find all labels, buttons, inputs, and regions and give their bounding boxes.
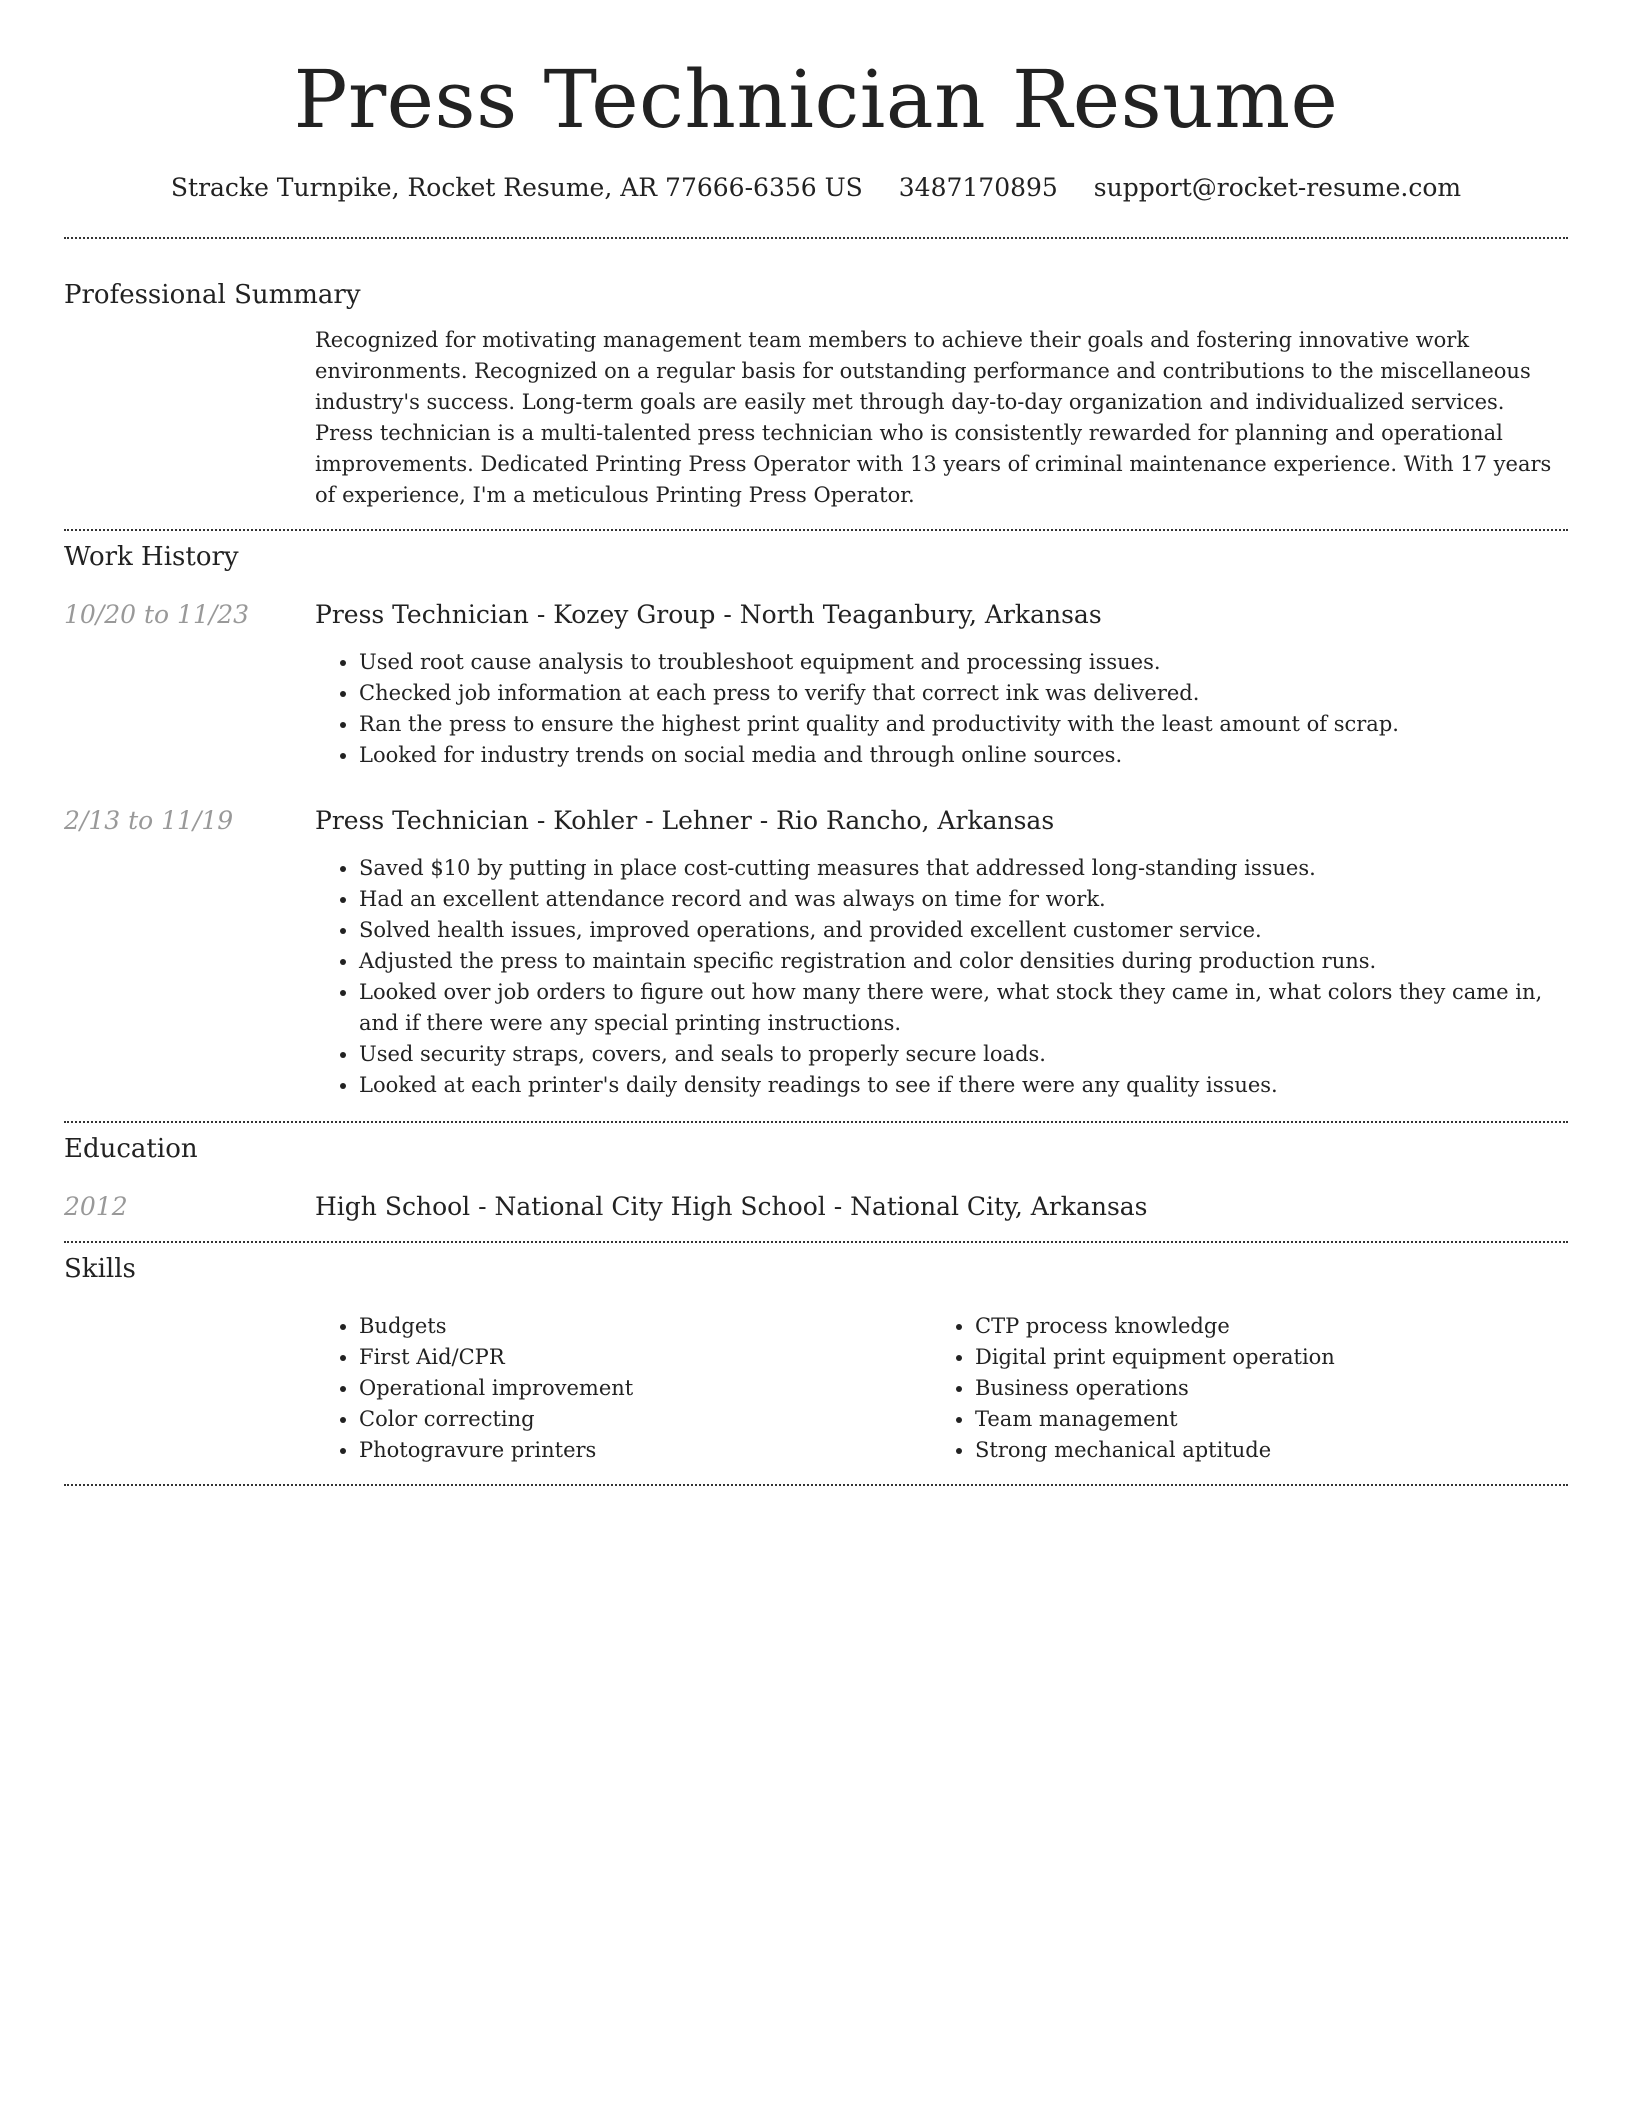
list-item: • Solved health issues, improved operations, and provided excellent customer service.	[359, 915, 1568, 946]
job-bullets	[315, 647, 1568, 771]
resume-header	[64, 0, 1568, 206]
job-bullets	[315, 853, 1568, 1101]
list-item: • Had an excellent attendance record and was always on time for work.	[359, 884, 1568, 915]
skill-item: • First Aid/CPR	[359, 1342, 931, 1373]
list-item: • Used root cause analysis to troubleshoot equipment and processing issues.	[359, 647, 1568, 678]
list-item: • Looked at each printer's daily density readings to see if there were any quality issues.	[359, 1070, 1568, 1101]
summary-text: Recognized for motivating management team members to achieve their goals and fostering innovative work environments. Recognized on a regular basis for outstanding performance and contributions to the miscellaneous industry's success. Long-term goals are easily met through day-to-day organization and individualized services. Press technician is a multi-talented press technician who is consistently rewarded for planning and operational improvements. Dedicated Printing Press Operator with 13 years of criminal maintenance experience. With 17 years of experience, I'm a meticulous Printing Press Operator.	[315, 328, 1552, 507]
education-entry	[64, 1191, 1568, 1223]
divider	[64, 1241, 1568, 1243]
resume-page	[64, 0, 1568, 1486]
list-item: • Used security straps, covers, and seals to properly secure loads.	[359, 1039, 1568, 1070]
job-dates: 2/13 to 11/19	[64, 806, 234, 835]
list-item: • Checked job information at each press to verify that correct ink was delivered.	[359, 678, 1568, 709]
work-history-section	[64, 541, 1568, 1101]
skill-item: • Digital print equipment operation	[975, 1342, 1547, 1373]
contact-phone: 3487170895	[898, 173, 1058, 202]
skills-list-left	[315, 1311, 931, 1466]
skill-item: • Team management	[975, 1404, 1547, 1435]
contact-email: support@rocket-resume.com	[1093, 173, 1462, 202]
education-section	[64, 1133, 1568, 1223]
list-item: • Saved $10 by putting in place cost-cutting measures that addressed long-standing issues.	[359, 853, 1568, 884]
work-history-heading: Work History	[64, 542, 239, 572]
skill-item: • Operational improvement	[359, 1373, 931, 1404]
skill-item: • Strong mechanical aptitude	[975, 1435, 1547, 1466]
skills-heading: Skills	[64, 1254, 136, 1284]
divider	[64, 529, 1568, 531]
skills-list-right	[931, 1311, 1547, 1466]
skill-item: • CTP process knowledge	[975, 1311, 1547, 1342]
divider	[64, 237, 1568, 239]
list-item: • Looked for industry trends on social media and through online sources.	[359, 740, 1568, 771]
page-title: Press Technician Resume	[293, 53, 1339, 146]
job-entry	[64, 805, 1568, 1101]
list-item: • Adjusted the press to maintain specific registration and color densities during production runs.	[359, 946, 1568, 977]
summary-section	[64, 279, 1568, 511]
contact-line	[64, 170, 1568, 206]
contact-address: Stracke Turnpike, Rocket Resume, AR 77666-6356 US	[170, 173, 863, 202]
job-dates: 10/20 to 11/23	[64, 600, 250, 629]
education-heading: Education	[64, 1134, 198, 1164]
education-title: High School - National City High School - National City, Arkansas	[315, 1192, 1148, 1221]
skills-section	[64, 1253, 1568, 1466]
divider	[64, 1121, 1568, 1123]
divider	[64, 1484, 1568, 1486]
job-entry	[64, 599, 1568, 771]
job-title: Press Technician - Kozey Group - North Teaganbury, Arkansas	[315, 600, 1102, 629]
skill-item: • Business operations	[975, 1373, 1547, 1404]
summary-heading: Professional Summary	[64, 280, 361, 310]
skill-item: • Color correcting	[359, 1404, 931, 1435]
list-item: • Ran the press to ensure the highest print quality and productivity with the least amount of scrap.	[359, 709, 1568, 740]
education-year: 2012	[64, 1192, 128, 1221]
job-title: Press Technician - Kohler - Lehner - Rio Rancho, Arkansas	[315, 806, 1055, 835]
list-item: • Looked over job orders to figure out how many there were, what stock they came in, what colors they came in, and if there were any special printing instructions.	[359, 977, 1568, 1039]
skill-item: • Budgets	[359, 1311, 931, 1342]
skill-item: • Photogravure printers	[359, 1435, 931, 1466]
